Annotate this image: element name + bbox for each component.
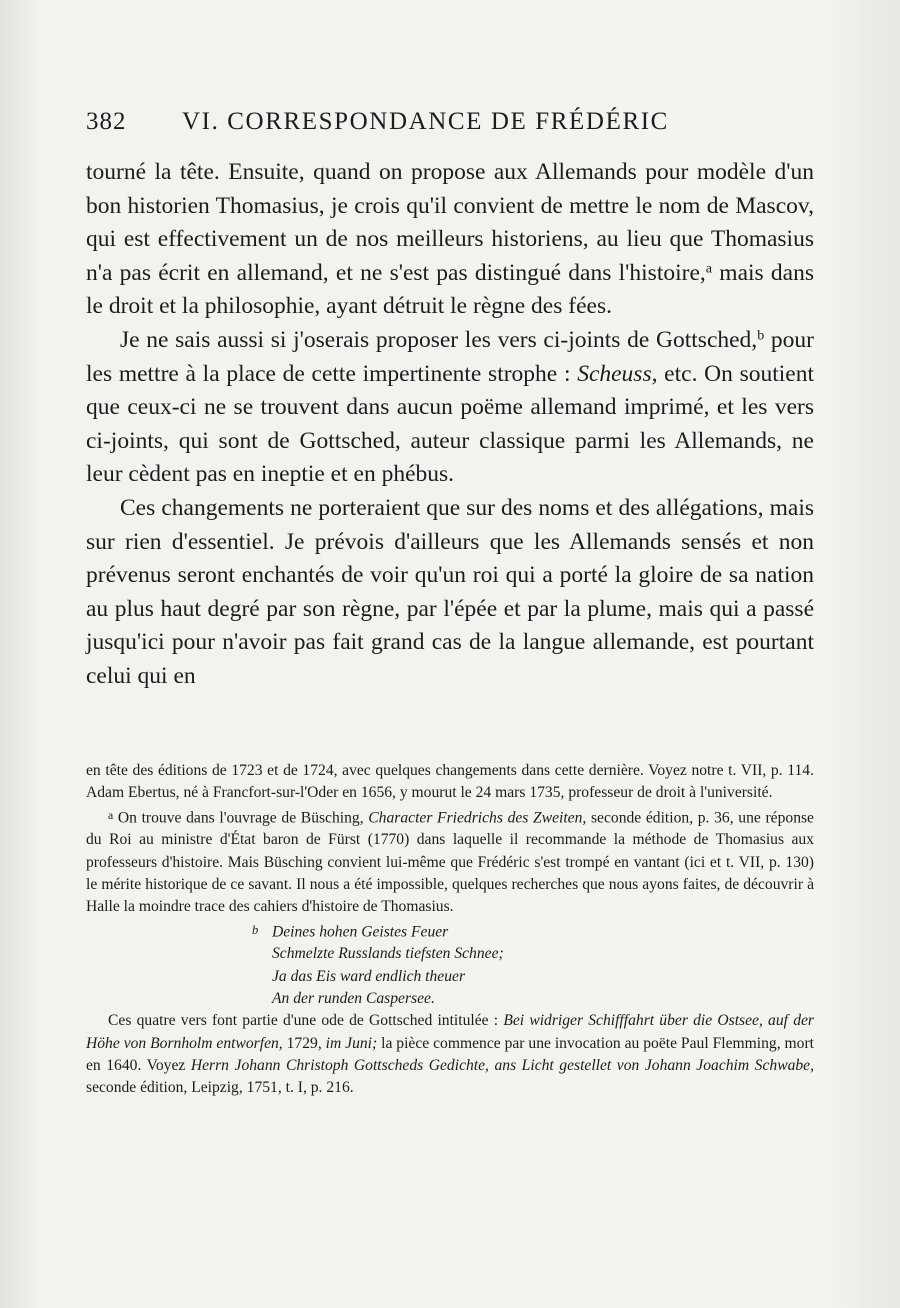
main-text bbox=[86, 156, 814, 694]
running-header bbox=[86, 108, 816, 136]
footnotes bbox=[86, 760, 814, 1099]
footnote-ref-a[interactable]: a bbox=[705, 260, 713, 277]
footnote-b-text bbox=[86, 1010, 814, 1099]
paragraph-2-text-c: etc. On soutient que ceux-ci ne se trouvent dans aucun poëme allemand imprimé, et les vers ci-joints, qui sont de Gottsched, auteur classique parmi les Allemands, ne leur cèdent pas en ineptie et en phébus. bbox=[86, 360, 814, 488]
footnote-b-mark: b bbox=[252, 922, 259, 937]
footnote-a-mark: a bbox=[108, 808, 114, 822]
footnote-b-verse bbox=[252, 919, 814, 1011]
paragraph-1 bbox=[86, 156, 814, 324]
footnote-a bbox=[86, 805, 814, 919]
paragraph-1-end: mais dans le droit et la philosophie, ayant détruit le règne des fées. bbox=[86, 259, 814, 320]
paragraph-3: Ces changements ne porteraient que sur des noms et des allégations, mais sur rien d'essentiel. Je prévois d'ailleurs que les Allemands sensés et non prévenus seront enchantés de voir qu'un roi qui a porté la gloire de sa nation au plus haut degré par son règne, par l'épée et par la plume, mais qui a passé jusqu'ici pour n'avoir pas fait grand cas de la langue allemande, est pourtant celui qui en bbox=[86, 494, 814, 689]
verse-line-3: Ja das Eis ward endlich theuer bbox=[272, 967, 466, 985]
footnote-b-text-4: seconde édition, Leipzig, 1751, t. I, p. 216. bbox=[86, 1079, 354, 1097]
footnote-b-text-3: la pièce commence par une invocation au poëte Paul Flemming, mort en 1640. Voyez bbox=[86, 1034, 814, 1074]
verse-line bbox=[252, 919, 814, 944]
paragraph-2 bbox=[86, 324, 814, 492]
paragraph-2-text-a: Je ne sais aussi si j'oserais proposer les vers ci-joints de Gottsched, bbox=[120, 326, 758, 353]
paragraph-2-text-b: pour les mettre à la place de cette impertinente strophe : bbox=[86, 326, 815, 387]
footnote-a-text-1: On trouve dans l'ouvrage de Büsching, bbox=[113, 809, 369, 827]
running-title: VI. CORRESPONDANCE DE FRÉDÉRIC bbox=[182, 108, 669, 135]
footnote-ref-b[interactable]: b bbox=[757, 327, 765, 344]
footnote-a-text-2: seconde édition, p. 36, une réponse du Roi au ministre d'État baron de Fürst (1770) dans laquelle il recommande la méthode de Thomasius aux professeurs d'histoire. Mais Büsching convient lui-même que Frédéric s'est trompé en vantant (ici et t. VII, p. 130) le mérite historique de ce savant. Il nous a été impossible, quelques recherches que nous ayons faites, de découvrir à Halle la moindre trace des cahiers d'histoire de Thomasius. bbox=[86, 809, 814, 916]
footnote-b-italic-2: im Juni; bbox=[325, 1034, 378, 1052]
verse-line-1: Deines hohen Geistes Feuer bbox=[272, 923, 449, 941]
footnote-b-italic-3: Herrn Johann Christoph Gottscheds Gedichte, ans Licht gestellet von Johann Joachim Schwabe, bbox=[190, 1056, 815, 1074]
footnote-b-italic-1: Bei widriger Schifffahrt über die Ostsee, auf der Höhe von Bornholm entworfen, bbox=[86, 1012, 814, 1052]
footnote-b-text-1: Ces quatre vers font partie d'une ode de Gottsched intitulée : bbox=[108, 1012, 504, 1030]
verse-line-2: Schmelzte Russlands tiefsten Schnee; bbox=[272, 945, 504, 963]
verse-line-4: An der runden Caspersee. bbox=[272, 989, 435, 1007]
footnote-a-italic: Character Friedrichs des Zweiten, bbox=[368, 809, 587, 827]
paragraph-2-italic: Scheuss, bbox=[577, 360, 658, 387]
footnote-b-text-2: 1729, bbox=[282, 1034, 326, 1052]
footnote-continued: en tête des éditions de 1723 et de 1724, avec quelques changements dans cette dernière. Voyez notre t. VII, p. 114. Adam Ebertus, né à Francfort-sur-l'Oder en 1656, y mourut le 24 mars 1735, professeur de droit à l'université. bbox=[86, 762, 814, 802]
page-number: 382 bbox=[86, 108, 127, 135]
paragraph-1-text: tourné la tête. Ensuite, quand on propose aux Allemands pour modèle d'un bon historien Thomasius, je crois qu'il convient de mettre le nom de Mascov, qui est effectivement un de nos meilleurs historiens, au lieu que Thomasius n'a pas écrit en allemand, et ne s'est pas distingué dans l'histoire, bbox=[86, 159, 814, 286]
